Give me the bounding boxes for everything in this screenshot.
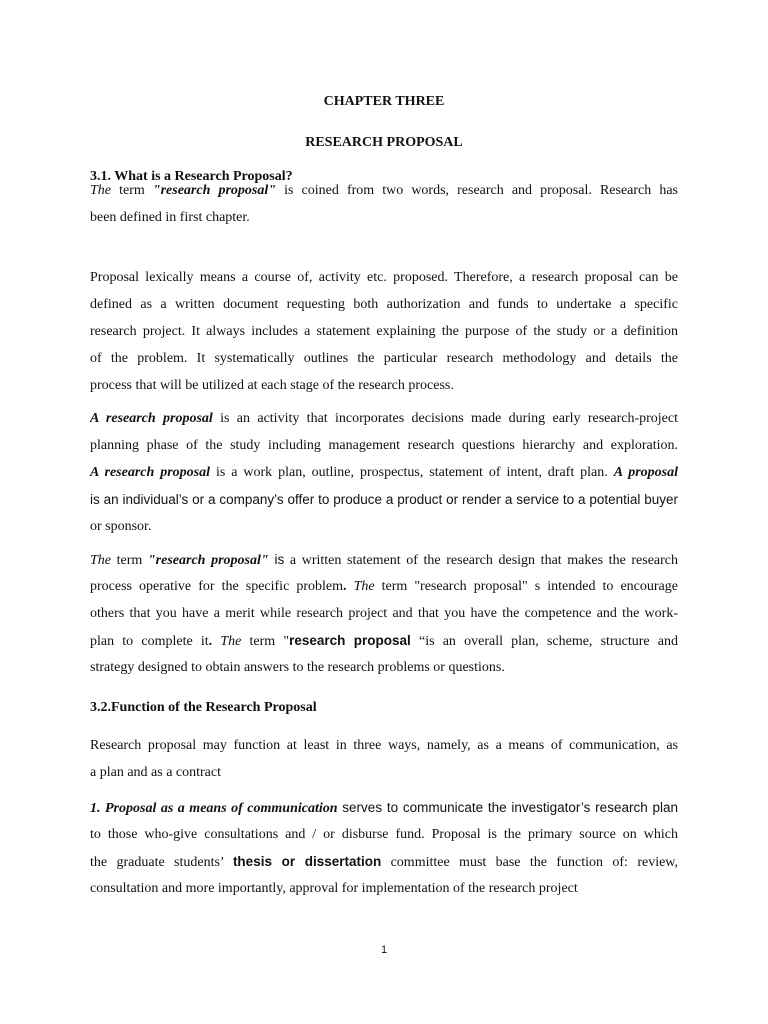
text-line: of the problem. It systematically outlines the particular research methodology and details the	[90, 351, 678, 366]
text-line: Proposal lexically means a course of, activity etc. proposed. Therefore, a research proposal can be	[90, 270, 678, 285]
paragraph	[90, 794, 678, 902]
text-line: strategy designed to obtain answers to the research problems or questions.	[90, 660, 505, 675]
text-line: process operative for the specific problem. The term "research proposal" s intended to encourage	[90, 579, 678, 594]
text-line: Research proposal may function at least in three ways, namely, as a means of communication, as	[90, 738, 678, 753]
text-line: A research proposal is a work plan, outline, prospectus, statement of intent, draft plan. A proposal	[90, 465, 678, 480]
text-line: been defined in first chapter.	[90, 210, 250, 225]
text-line: research project. It always includes a statement explaining the purpose of the study or a definition	[90, 324, 678, 339]
text-line: 1. Proposal as a means of communication serves to communicate the investigator’s research plan	[90, 800, 678, 816]
paragraph	[90, 264, 678, 399]
chapter-title: CHAPTER THREE	[323, 94, 445, 109]
chapter-subtitle: RESEARCH PROPOSAL	[305, 135, 463, 150]
page-number: 1	[380, 944, 388, 956]
text-line: defined as a written document requesting both authorization and funds to undertake a specific	[90, 297, 678, 312]
text-line: planning phase of the study including management research questions hierarchy and exploration.	[90, 438, 678, 453]
paragraph	[90, 177, 678, 231]
text-line: consultation and more importantly, approval for implementation of the research project	[90, 881, 578, 896]
text-line: process that will be utilized at each stage of the research process.	[90, 378, 454, 393]
text-line: The term "research proposal" is coined from two words, research and proposal. Research has	[90, 183, 678, 198]
section-heading-3-2: 3.2.Function of the Research Proposal	[90, 700, 317, 715]
text-line: a plan and as a contract	[90, 765, 221, 780]
text-line: to those who-give consultations and / or disburse fund. Proposal is the primary source on which	[90, 827, 678, 842]
text-line: A research proposal is an activity that incorporates decisions made during early research-project	[90, 411, 678, 426]
text-line: or sponsor.	[90, 519, 152, 534]
section-heading-3-1: 3.1. What is a Research Proposal?	[90, 169, 293, 184]
text-line: plan to complete it. The term "research proposal “is an overall plan, scheme, structure and	[90, 633, 678, 649]
text-line: the graduate students’ thesis or dissertation committee must base the function of: review,	[90, 854, 679, 870]
paragraph	[90, 546, 678, 681]
paragraph	[90, 732, 678, 786]
text-line: The term "research proposal" is a written statement of the research design that makes the research	[90, 552, 679, 568]
paragraph	[90, 405, 678, 540]
text-line: is an individual’s or a company’s offer to produce a product or render a service to a potential buyer	[90, 492, 678, 507]
text-line: others that you have a merit while research project and that you have the competence and the work-	[90, 606, 678, 621]
